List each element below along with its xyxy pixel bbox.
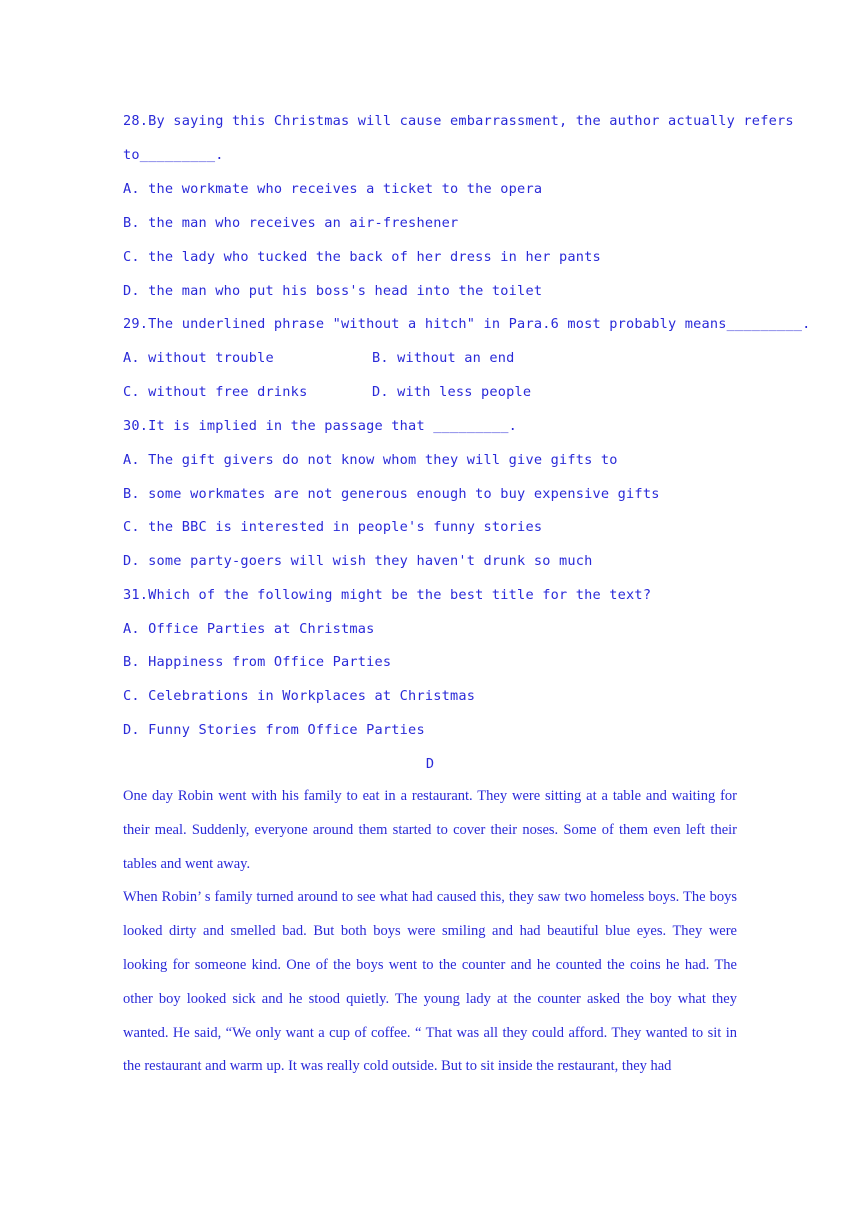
question-30-option-c: C. the BBC is interested in people's funny stories (123, 519, 543, 535)
question-28-option-b: B. the man who receives an air-freshener (123, 215, 459, 231)
passage-paragraph-1: One day Robin went with his family to eat in a restaurant. They were sitting at a table and waiting for their meal. Suddenly, everyone around them started to cover their noses. Some of them even left their tables and went away. (123, 788, 737, 872)
question-29-options-row1 (123, 348, 737, 368)
question-29-option-b: B. without an end (372, 350, 515, 366)
question-31-option-b: B. Happiness from Office Parties (123, 654, 392, 670)
question-29-options-row2 (123, 382, 737, 402)
question-28-stem-line2: to_________. (123, 147, 224, 163)
question-30-option-d: D. some party-goers will wish they haven't drunk so much (123, 553, 593, 569)
question-28-option-c: C. the lady who tucked the back of her dress in her pants (123, 249, 601, 265)
question-29-option-c: C. without free drinks (123, 384, 308, 400)
question-28-option-a: A. the workmate who receives a ticket to the opera (123, 181, 543, 197)
question-29-stem: 29.The underlined phrase "without a hitch" in Para.6 most probably means_________. (123, 316, 811, 332)
question-29-option-d: D. with less people (372, 384, 532, 400)
question-28-option-d: D. the man who put his boss's head into the toilet (123, 283, 543, 299)
passage (123, 780, 737, 1084)
passage-paragraph-2: When Robin’ s family turned around to see what had caused this, they saw two homeless boys. The boys looked dirty and smelled bad. But both boys were smiling and had beautiful blue eyes. They were looking for someone kind. One of the boys went to the counter and he counted the coins he had. The other boy looked sick and he stood quietly. The young lady at the counter asked the boy what they wanted. He said, “We only want a cup of coffee. “ That was all they could afford. They wanted to sit in the restaurant and warm up. It was really cold outside. But to sit inside the restaurant, they had (123, 889, 737, 1075)
question-31-option-c: C. Celebrations in Workplaces at Christmas (123, 688, 476, 704)
question-30-option-b: B. some workmates are not generous enough to buy expensive gifts (123, 486, 660, 502)
question-31-option-d: D. Funny Stories from Office Parties (123, 722, 425, 738)
question-31-stem: 31.Which of the following might be the best title for the text? (123, 587, 652, 603)
question-29-option-a: A. without trouble (123, 350, 274, 366)
question-30-option-a: A. The gift givers do not know whom they will give gifts to (123, 452, 618, 468)
section-label: D (425, 756, 435, 772)
question-28-stem-line1: 28.By saying this Christmas will cause embarrassment, the author actually refers (123, 113, 794, 129)
question-31-option-a: A. Office Parties at Christmas (123, 621, 375, 637)
question-30-stem: 30.It is implied in the passage that _________. (123, 418, 518, 434)
